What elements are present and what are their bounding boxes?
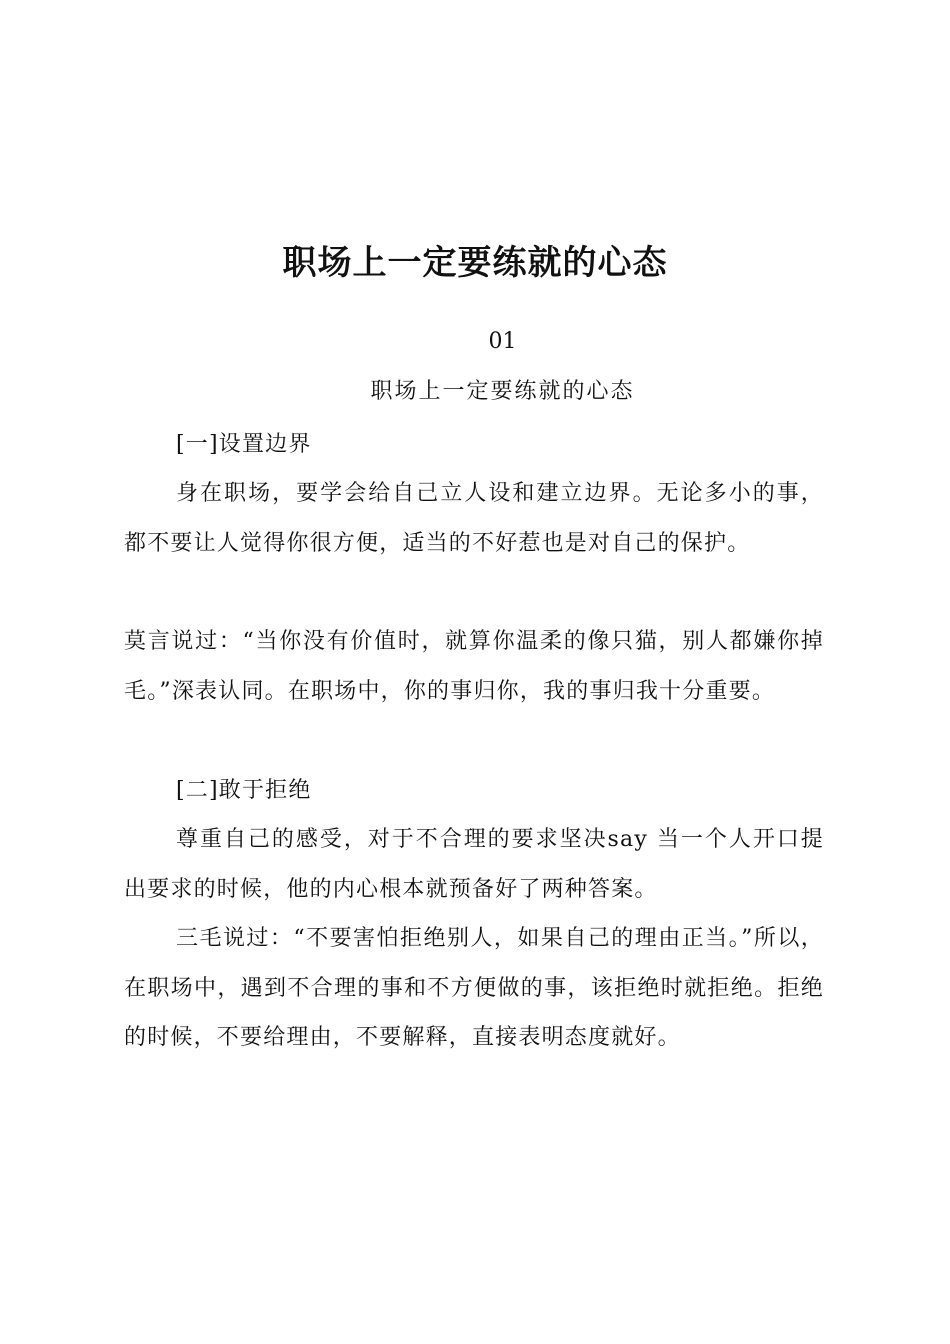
- section-title: 职场上一定要练就的心态: [370, 379, 635, 404]
- section-number: 01: [488, 329, 517, 354]
- paragraph-refuse: 尊重自己的感受，对于不合理的要求坚决say 当一个人开口提出要求的时候，他的内心根本就预备好了两种答案。: [124, 827, 824, 902]
- paragraph-moyan-quote: 莫言说过：“当你没有价值时，就算你温柔的像只猫，别人都嫌你掉毛。”深表认同。在职场中，你的事归你，我的事归我十分重要。: [124, 629, 824, 704]
- section-heading-1: [一]设置边界: [176, 432, 312, 457]
- paragraph-sanmao-quote: 三毛说过：“不要害怕拒绝别人，如果自己的理由正当。”所以，在职场中，遇到不合理的事和不方便做的事，该拒绝时就拒绝。拒绝的时候，不要给理由，不要解释，直接表明态度就好。: [124, 926, 824, 1050]
- paragraph-boundaries: 身在职场，要学会给自己立人设和建立边界。无论多小的事，都不要让人觉得你很方便，适当的不好惹也是对自己的保护。: [124, 481, 824, 556]
- page-title: 职场上一定要练就的心态: [282, 242, 668, 283]
- section-heading-2: [二]敢于拒绝: [176, 778, 312, 803]
